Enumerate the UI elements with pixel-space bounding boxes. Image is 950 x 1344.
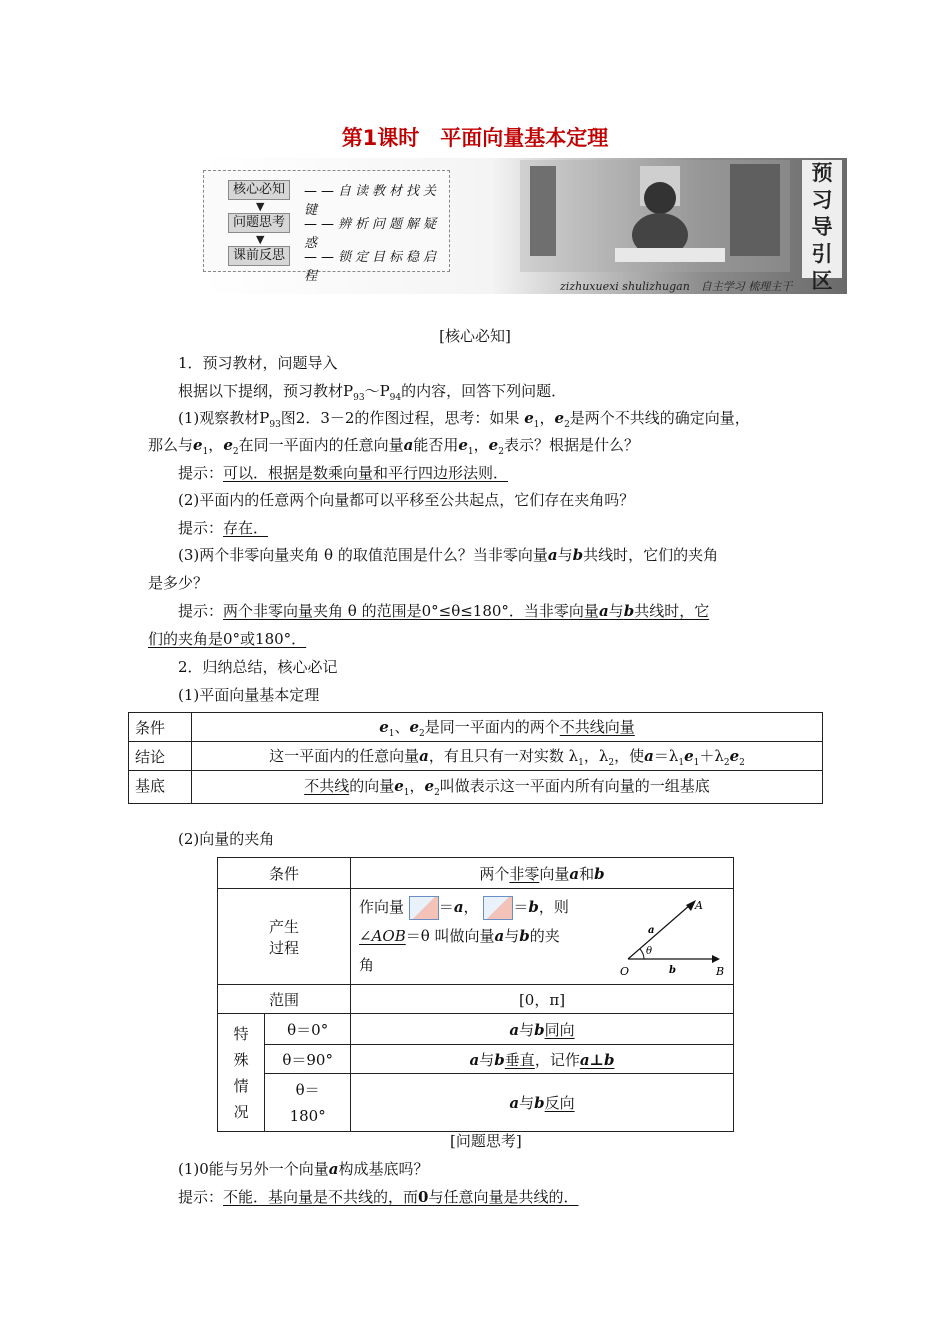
answer-text: 与 xyxy=(608,602,624,620)
row-label xyxy=(218,889,351,985)
vector: e xyxy=(488,436,499,454)
page-num: 93 xyxy=(269,420,281,430)
vector: b xyxy=(528,898,539,916)
sub: 2 xyxy=(434,788,440,798)
vector: e xyxy=(394,777,404,795)
answer-2 xyxy=(178,518,268,538)
side-char: 区 xyxy=(811,269,833,293)
vector: e xyxy=(193,436,203,454)
answer-text: 们的夹角是0°或180°． xyxy=(148,630,307,648)
text: 情 xyxy=(233,1076,249,1095)
sub: 1 xyxy=(578,757,584,768)
vector-oa-image-icon xyxy=(409,896,439,920)
vector: a xyxy=(419,746,429,765)
text: ， xyxy=(463,898,479,916)
arrowhead-b-icon xyxy=(712,955,720,963)
vector: e xyxy=(409,717,420,736)
theta-label: θ xyxy=(646,945,653,957)
hint-label: 提示： xyxy=(178,1188,224,1206)
blank: a⊥b xyxy=(579,1050,615,1069)
text: 在同一平面内的任意向量 xyxy=(238,436,404,454)
preview-steps-box xyxy=(203,170,450,284)
blank: 不共线 xyxy=(304,777,350,795)
item-1: 1．预习教材，问题导入 xyxy=(178,354,338,372)
case-condition: θ＝90° xyxy=(265,1045,351,1074)
answer-text: 不能．基向量是不共线的，而 xyxy=(223,1188,419,1206)
text: ＝ xyxy=(513,898,529,916)
text: ， xyxy=(208,436,224,454)
vector: b xyxy=(594,864,605,883)
text: 是两个不共线的确定向量， xyxy=(569,409,750,427)
vector: b xyxy=(519,927,530,945)
text: 共线时，它们的夹角 xyxy=(583,546,719,564)
row-value xyxy=(192,742,823,771)
subheading-angle: (2)向量的夹角 xyxy=(178,830,275,848)
vector: a xyxy=(509,1020,520,1039)
text: 表示？根据是什么？ xyxy=(503,436,639,454)
step-core: 核心必知 xyxy=(228,180,290,200)
intro-line xyxy=(178,381,566,408)
text: 180° xyxy=(289,1106,326,1125)
section-questions: [问题思考] xyxy=(450,1132,522,1150)
answer-text: 与任意向量是共线的． xyxy=(428,1188,579,1206)
hint-label: 提示： xyxy=(178,519,224,537)
step-core-desc: ——自读教材找关键 xyxy=(304,184,441,218)
zero-vector: 0 xyxy=(418,1188,429,1206)
vector: b xyxy=(534,1020,545,1039)
sub: 2 xyxy=(608,757,615,768)
table-row xyxy=(218,1045,734,1074)
vector-b-label: b xyxy=(669,964,676,976)
text: 构成基底吗？ xyxy=(338,1160,429,1178)
sub: 2 xyxy=(723,757,730,768)
text: ， xyxy=(539,409,555,427)
side-char: 引 xyxy=(811,242,833,266)
text: 与 xyxy=(504,927,520,945)
sub: 1 xyxy=(533,420,540,430)
text: ＝λ xyxy=(653,746,679,765)
text: (1)观察教材P xyxy=(178,409,270,427)
sub: 1 xyxy=(678,757,685,768)
text: 两个 xyxy=(479,864,510,883)
sub: 1 xyxy=(693,757,700,768)
table-row xyxy=(129,713,823,742)
vector: a xyxy=(644,746,654,765)
blank: 反向 xyxy=(544,1094,575,1112)
blank: 非零 xyxy=(509,864,540,883)
special-cases-label xyxy=(218,1014,265,1132)
arrow-down-icon: ▼ xyxy=(256,233,265,246)
arrow-down-icon: ▼ xyxy=(256,200,265,213)
row-value xyxy=(192,771,823,804)
text: 角 xyxy=(359,956,375,974)
angle-table xyxy=(217,857,734,1132)
answer-1 xyxy=(178,463,508,483)
sub: 2 xyxy=(739,757,745,768)
subheading-theorem: (1)平面向量基本定理 xyxy=(178,686,320,704)
table-row xyxy=(218,985,734,1014)
vector: e xyxy=(729,746,740,765)
sub: 1 xyxy=(467,447,474,457)
text: ，记作 xyxy=(534,1050,580,1069)
banner-footer: zizhuxuexi shulizhugan 自主学习 梳理主干 xyxy=(560,280,793,293)
angle-symbol: ∠AOB xyxy=(359,927,406,945)
row-label: 结论 xyxy=(129,742,192,771)
vector: a xyxy=(569,864,580,883)
text: 殊 xyxy=(233,1050,249,1069)
text: 的夹 xyxy=(529,927,560,945)
hint-label: 提示： xyxy=(178,602,224,620)
vector: e xyxy=(524,409,534,427)
vector: e xyxy=(458,436,468,454)
question-3-line2: 是多少？ xyxy=(148,574,209,592)
text: 这一平面内的任意向量 xyxy=(269,746,420,765)
answer-text: 可以．根据是数乘向量和平行四边形法则． xyxy=(223,464,509,482)
row-label: 条件 xyxy=(218,858,351,889)
text: 根据以下提纲，预习教材P xyxy=(178,382,354,400)
point-a-label: A xyxy=(695,898,703,912)
text: 与 xyxy=(519,1094,535,1112)
blank: 不共线向量 xyxy=(559,717,635,736)
question-4 xyxy=(178,1159,429,1179)
text: (3)两个非零向量夹角 θ 的取值范围是什么？当非零向量 xyxy=(178,546,548,564)
table-row xyxy=(218,858,734,889)
sub: 2 xyxy=(498,447,504,457)
vector: e xyxy=(379,717,389,736)
text: 作向量 xyxy=(359,898,405,916)
answer-text: 存在． xyxy=(223,519,269,537)
sub: 1 xyxy=(388,728,395,739)
case-result xyxy=(351,1014,734,1045)
vector: a xyxy=(494,927,505,945)
answer-3-line1 xyxy=(178,601,709,621)
vector: a xyxy=(403,436,414,454)
vector: b xyxy=(494,1050,505,1069)
answer-3-line2 xyxy=(148,629,306,649)
table-row xyxy=(218,889,734,985)
case-result xyxy=(351,1074,734,1132)
page-num: 93 xyxy=(353,393,365,403)
sub: 1 xyxy=(202,447,209,457)
item-2: 2．归纳总结，核心必记 xyxy=(178,658,338,676)
banner-side-title xyxy=(802,160,842,293)
text: 与 xyxy=(519,1020,535,1039)
text: 叫做表示这一平面内所有向量的一组基底 xyxy=(439,777,710,795)
text: (1)0能与另外一个向量 xyxy=(178,1160,329,1178)
table-row xyxy=(218,1074,734,1132)
vector: a xyxy=(509,1094,520,1112)
reading-student-photo xyxy=(520,160,790,272)
vector: b xyxy=(623,602,635,620)
step-think-desc: ——辨析问题解疑惑 xyxy=(304,217,441,251)
row-label: 条件 xyxy=(129,713,192,742)
vector: b xyxy=(534,1094,545,1112)
text: ， xyxy=(473,436,489,454)
text: ＝ xyxy=(438,898,454,916)
vector-a-line xyxy=(628,905,690,959)
text: 、 xyxy=(394,717,410,736)
text: 和 xyxy=(579,864,595,883)
text: ，有且只有一对实数 λ xyxy=(428,746,579,765)
answer-text: 共线时，它 xyxy=(634,602,710,620)
text: 那么与 xyxy=(148,436,194,454)
text: ～P xyxy=(364,382,390,400)
row-label: 基底 xyxy=(129,771,192,804)
vector: a xyxy=(547,546,558,564)
row-label: 范围 xyxy=(218,985,351,1014)
vector: b xyxy=(572,546,584,564)
row-value: [0，π] xyxy=(351,985,734,1014)
section-core: [核心必知] xyxy=(439,327,511,345)
page-num: 94 xyxy=(389,393,402,403)
vector: e xyxy=(424,777,435,795)
sub: 2 xyxy=(564,420,570,430)
text: 与 xyxy=(557,546,573,564)
vector-a-label: a xyxy=(648,924,655,936)
text: 况 xyxy=(233,1102,249,1121)
text: ＋λ xyxy=(699,746,724,765)
blank: 同向 xyxy=(544,1020,575,1039)
question-1-line1 xyxy=(178,408,750,435)
question-3-line1 xyxy=(178,545,718,565)
text: 向量 xyxy=(539,864,570,883)
case-condition xyxy=(265,1074,351,1132)
point-o-label: O xyxy=(620,964,630,978)
vector-ob-image-icon xyxy=(483,896,513,920)
row-value xyxy=(192,713,823,742)
text: 能否用 xyxy=(413,436,459,454)
step-think: 问题思考 xyxy=(228,213,290,233)
sub: 2 xyxy=(419,728,425,739)
text: ，则 xyxy=(538,898,569,916)
step-reflect: 课前反思 xyxy=(228,246,290,266)
sub: 2 xyxy=(232,447,239,457)
text: 是同一平面内的两个 xyxy=(424,717,560,736)
row-value xyxy=(351,858,734,889)
hint-label: 提示： xyxy=(178,464,224,482)
vector: e xyxy=(223,436,233,454)
vector: a xyxy=(453,898,464,916)
text: ，λ xyxy=(583,746,609,765)
side-char: 习 xyxy=(811,188,833,212)
vector: e xyxy=(554,409,565,427)
question-1-line2 xyxy=(148,435,639,462)
angle-arc xyxy=(640,949,644,959)
blank: 垂直 xyxy=(504,1050,535,1069)
text: 与 xyxy=(479,1050,495,1069)
text: 特 xyxy=(233,1024,249,1043)
page-title: 第1课时 平面向量基本定理 xyxy=(341,126,609,150)
vector: e xyxy=(684,746,694,765)
vector: a xyxy=(469,1050,480,1069)
answer-text: 两个非零向量夹角 θ 的范围是0°≤θ≤180°．当非零向量 xyxy=(223,602,599,620)
text: ＝θ 叫做向量 xyxy=(405,927,495,945)
table-row xyxy=(129,742,823,771)
point-b-label: B xyxy=(716,964,725,978)
side-char: 导 xyxy=(811,215,833,239)
text: 的向量 xyxy=(349,777,395,795)
case-condition: θ＝0° xyxy=(265,1014,351,1045)
text: 产生 xyxy=(268,917,299,936)
step-reflect-desc: ——锁定目标稳启程 xyxy=(304,250,441,284)
question-2: (2)平面内的任意两个向量都可以平移至公共起点，它们存在夹角吗？ xyxy=(178,491,635,509)
text: 过程 xyxy=(268,938,299,957)
text: ，使 xyxy=(614,746,645,765)
text: 图2．3－2的作图过程，思考：如果 xyxy=(280,409,520,427)
vector: a xyxy=(328,1160,339,1178)
case-result xyxy=(351,1045,734,1074)
row-value xyxy=(351,889,734,985)
side-char: 预 xyxy=(811,161,833,185)
table-row xyxy=(218,1014,734,1045)
sub: 1 xyxy=(403,788,410,798)
text: 的内容，回答下列问题． xyxy=(401,382,567,400)
answer-4 xyxy=(178,1187,578,1207)
text: θ＝ xyxy=(295,1080,320,1099)
vector: a xyxy=(598,602,609,620)
theorem-table xyxy=(128,712,823,804)
text: ， xyxy=(409,777,425,795)
angle-diagram xyxy=(614,895,729,979)
table-row xyxy=(129,771,823,804)
